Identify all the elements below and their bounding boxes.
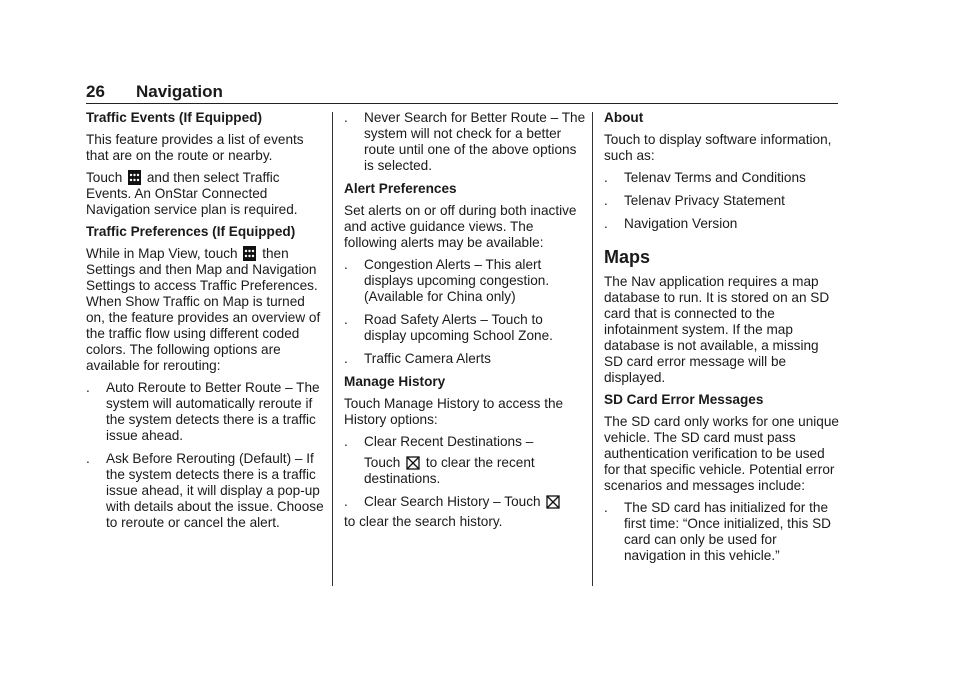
list-item: [86, 380, 324, 444]
list-item: [604, 170, 840, 186]
bullet-mark: .: [604, 193, 608, 208]
list-item-text: Never Search for Better Route – The system will not check for a better route until one of the above options is selected.: [364, 110, 586, 173]
delete-x-icon: [546, 495, 560, 509]
sd-card-heading: SD Card Error Messages: [604, 392, 764, 407]
list-item: [86, 451, 324, 531]
list-item-text: Telenav Terms and Conditions: [624, 170, 806, 185]
list-item: [604, 216, 840, 232]
traffic-events-heading: Traffic Events (If Equipped): [86, 110, 262, 125]
touch-text-rest: and then select Traffic Events. An OnStar Connected Navigation service plan is required.: [86, 170, 298, 217]
history-b1-b: Touch: [364, 455, 401, 470]
traffic-pref-text-a: While in Map View, touch: [86, 246, 238, 261]
traffic-preferences-heading: Traffic Preferences (If Equipped): [86, 224, 296, 239]
menu-icon: [128, 170, 141, 185]
column-divider-1: [332, 112, 333, 586]
history-b1-c: to clear the recent destinations.: [364, 455, 535, 486]
bullet-mark: .: [604, 216, 608, 231]
list-item-text: Congestion Alerts – This alert displays upcoming congestion. (Available for China only): [364, 257, 550, 304]
bullet-mark: .: [344, 494, 348, 509]
list-item-text: The SD card has initialized for the first time: “Once initialized, this SD card can only be used for navigation in this vehicle.”: [624, 500, 831, 563]
page-number: 26: [86, 82, 105, 101]
column-2: [344, 110, 586, 537]
about-text: Touch to display software information, such as:: [604, 132, 832, 163]
list-item-text: Navigation Version: [624, 216, 738, 231]
bullet-mark: .: [604, 500, 608, 515]
list-item-text: Road Safety Alerts – Touch to display upcoming School Zone.: [364, 312, 553, 343]
maps-title: Maps: [604, 247, 651, 267]
list-item-text: Ask Before Rerouting (Default) – If the system detects there is a traffic issue ahead, it will display a pop-up with details about the issue. Choose to reroute or cancel the alert.: [106, 451, 324, 530]
bullet-mark: .: [86, 380, 90, 395]
list-item: [344, 351, 586, 367]
touch-text: Touch: [86, 170, 123, 185]
section-title: Navigation: [136, 82, 223, 101]
traffic-pref-text-b: then Settings and then Map and Navigation Settings to access Traffic Preferences. When Show Traffic on Map is turned on, the feature provides an overview of the traffic flow using different coded colors. The following options are available for rerouting:: [86, 246, 321, 373]
list-item-text: Traffic Camera Alerts: [364, 351, 491, 366]
list-item: [344, 257, 586, 305]
header-rule: [86, 103, 838, 104]
bullet-mark: .: [344, 312, 348, 327]
list-item: [344, 434, 586, 487]
about-heading: About: [604, 110, 644, 125]
traffic-events-touch: [86, 170, 324, 218]
bullet-mark: .: [344, 351, 348, 366]
list-item-text: [344, 494, 586, 530]
list-item-text: Telenav Privacy Statement: [624, 193, 785, 208]
list-item: [344, 110, 586, 174]
history-b2-a: Clear Search History – Touch: [364, 494, 541, 509]
list-item: [344, 312, 586, 344]
list-item: [604, 500, 840, 564]
bullet-mark: .: [344, 434, 348, 449]
sd-card-text: The SD card only works for one unique vehicle. The SD card must pass authentication verification to be used for that specific vehicle. Potential error scenarios and messages include:: [604, 414, 839, 493]
manage-history-text: Touch Manage History to access the History options:: [344, 396, 564, 427]
bullet-mark: .: [86, 451, 90, 466]
list-item-text: Auto Reroute to Better Route – The system will automatically reroute if the system detects there is a traffic issue ahead.: [106, 380, 320, 443]
list-item: [604, 193, 840, 209]
delete-x-icon: [406, 456, 420, 470]
history-b1-a: Clear Recent Destinations –: [364, 434, 534, 449]
alert-preferences-heading: Alert Preferences: [344, 181, 457, 196]
column-3: [604, 110, 840, 571]
menu-icon: [243, 246, 256, 261]
history-b2-b: to clear the search history.: [344, 514, 503, 529]
column-divider-2: [592, 112, 593, 586]
alert-preferences-text: Set alerts on or off during both inactive and active guidance views. The following alerts may be available:: [344, 203, 577, 250]
column-1: [86, 110, 324, 538]
maps-text: The Nav application requires a map database to run. It is stored on an SD card that is connected to the infotainment system. If the map database is not available, a missing SD card error message will be displayed.: [604, 274, 830, 385]
list-item: [344, 494, 586, 530]
traffic-events-text: This feature provides a list of events that are on the route or nearby.: [86, 132, 304, 163]
traffic-preferences-text: [86, 246, 324, 374]
list-item-text: [364, 434, 586, 487]
bullet-mark: .: [604, 170, 608, 185]
bullet-mark: .: [344, 110, 348, 125]
manage-history-heading: Manage History: [344, 374, 446, 389]
bullet-mark: .: [344, 257, 348, 272]
